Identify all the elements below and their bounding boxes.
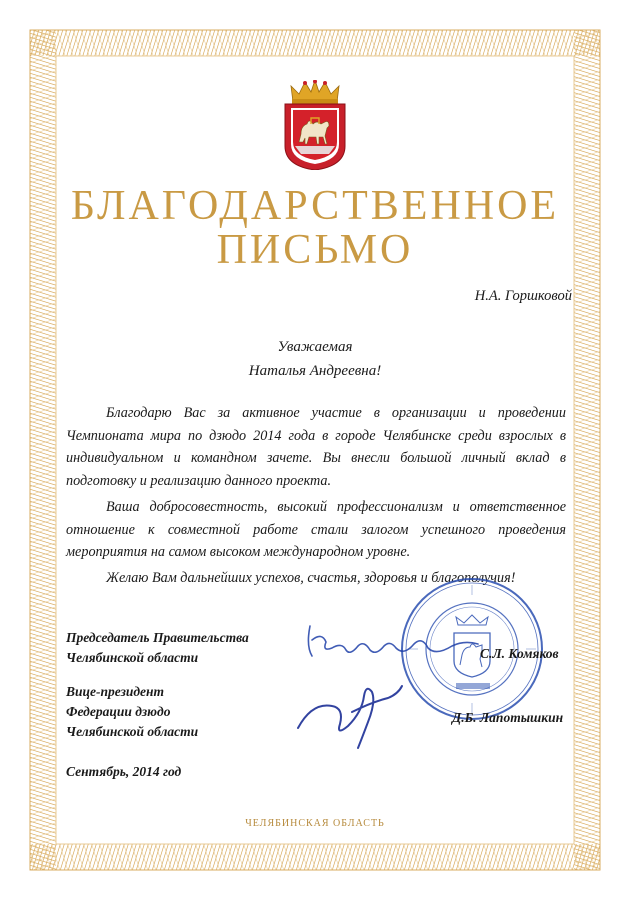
document-date: Сентябрь, 2014 год <box>66 764 182 779</box>
document-title-line-2: ПИСЬМО <box>216 227 414 273</box>
footer-region-name: ЧЕЛЯБИНСКАЯ ОБЛАСТЬ <box>245 818 385 829</box>
signatory-2-title-line: Вице-президент <box>66 684 165 699</box>
signatory-2-title <box>66 682 296 742</box>
greeting-line-2: Наталья Андреевна! <box>248 363 382 379</box>
signatory-2-title-line: Челябинской области <box>66 724 199 739</box>
body-paragraph: Благодарю Вас за активное участие в организации и проведении Чемпионата мира по дзюдо 2014 года в городе Челябинске среди взрослых в индивидуальном и командном зачете. Вы внесли большой личный вклад в подготовку и реализацию данного проекта. <box>66 405 566 489</box>
document-title-line-1: БЛАГОДАРСТВЕННОЕ <box>70 183 560 229</box>
signatory-2-name: Д.Б. Лапотышкин <box>452 710 564 725</box>
greeting-line-1: Уважаемая <box>277 339 353 355</box>
signatory-1-name: С.Л. Комяков <box>480 646 559 661</box>
body-paragraph: Ваша добросовестность, высокий профессионализм и ответственное отношение к совместной работе стали залогом успешного проведения мероприятия на самом высоком международном уровне. <box>66 499 566 560</box>
signatory-1-title-line: Челябинской области <box>66 650 199 665</box>
chelyabinsk-coat-of-arms-icon <box>279 80 351 170</box>
recipient-name: Н.А. Горшковой <box>474 288 572 304</box>
signatory-1-title <box>66 628 296 668</box>
signature-komyakov <box>292 616 492 666</box>
signature-lapotyshkin <box>292 672 412 752</box>
signatory-1-title-line: Председатель Правительства <box>66 630 249 645</box>
signatory-2-title-line: Федерации дзюдо <box>66 704 171 719</box>
body-paragraph: Желаю Вам дальнейших успехов, счастья, здоровья и благополучия! <box>106 570 516 586</box>
